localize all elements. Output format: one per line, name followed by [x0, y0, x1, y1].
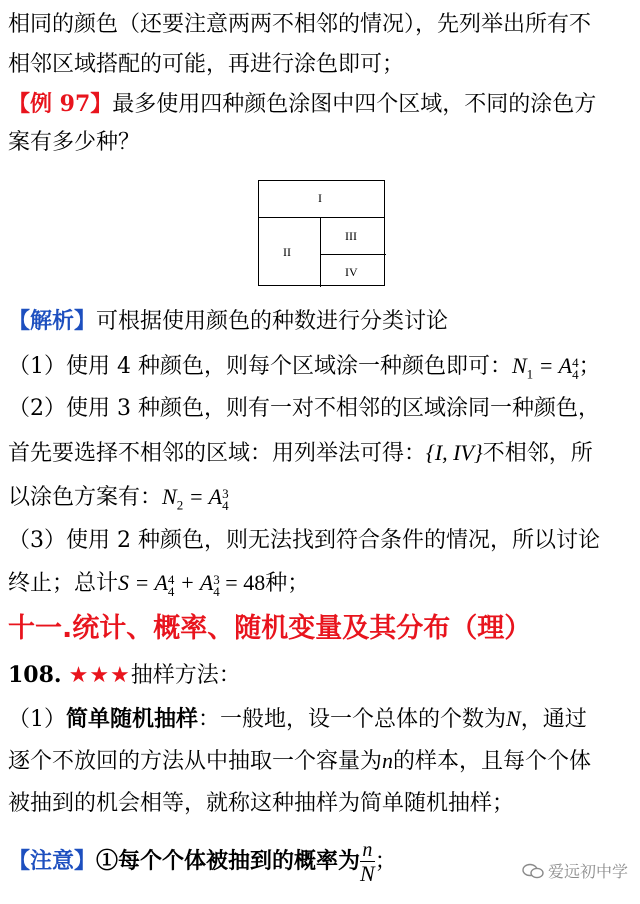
case-2c-math: N [162, 484, 177, 509]
item-108-line [8, 660, 632, 691]
sampling-line-3: 被抽到的机会相等，就称这种抽样为简单随机抽样； [8, 791, 515, 816]
case-2b-end: 不相邻，所 [482, 441, 593, 466]
region-label-2: II [283, 245, 291, 259]
case-1-end: ； [578, 354, 601, 379]
note-fraction [360, 839, 375, 886]
sampling-N: N [506, 706, 521, 731]
note-end: ； [374, 849, 397, 874]
case-3b-line [8, 568, 632, 599]
case-3b-math: S = A [118, 570, 168, 595]
case-2c-line [8, 482, 632, 513]
example-line-2: 案有多少种？ [8, 130, 141, 155]
case-3-line: （3）使用 2 种颜色，则无法找到符合条件的情况，所以讨论 [8, 528, 600, 553]
case-2c-eq: = A [183, 484, 223, 509]
region-label-1: I [318, 191, 322, 205]
sampling-line-2 [8, 746, 632, 777]
case-3b-supsub-1: 4 4 [167, 572, 175, 599]
case-3b-text: 终止；总计 [8, 571, 119, 596]
case-1-text: （1）使用 4 种颜色，则每个区域涂一种颜色即可： [8, 354, 512, 379]
case-3b-eq: = 48 [219, 570, 266, 595]
case-3b-end: 种； [265, 571, 310, 596]
region-label-4: IV [345, 265, 358, 279]
case-1-sub: 1 [526, 366, 534, 382]
text-line-2: 相邻区域搭配的可能，再进行涂色即可； [8, 52, 405, 77]
sampling-number: （1） [8, 707, 66, 732]
region-label-3: III [345, 229, 357, 243]
sampling-term: 简单随机抽样 [66, 706, 199, 732]
sampling-2-text: 逐个不放回的方法从中抽取一个容量为 [8, 749, 383, 774]
sampling-text: ：一般地，设一个总体的个数为 [198, 707, 507, 732]
note-tag: 【注意】 [8, 848, 97, 874]
case-3b-supsub-2: 3 4 [213, 572, 220, 599]
case-2c-text: 以涂色方案有： [8, 485, 163, 510]
watermark [522, 859, 628, 882]
case-1-math: N [511, 353, 527, 378]
case-2b-line [8, 438, 632, 469]
case-3b-plus: + A [174, 570, 214, 595]
text-line-1: 相同的颜色（还要注意两两不相邻的情况），先列举出所有不 [8, 12, 592, 37]
solution-tag: 【解析】 [8, 308, 97, 334]
note-text: ①每个个体被抽到的概率为 [96, 848, 361, 874]
case-2b-set: {I, IV} [426, 440, 483, 465]
fraction-denominator: N [360, 860, 375, 886]
sampling-2-n: n [382, 748, 394, 773]
example-line [8, 89, 632, 120]
case-2-line: （2）使用 3 种颜色，则有一对不相邻的区域涂同一种颜色， [8, 396, 600, 421]
solution-text: 可根据使用颜色的种数进行分类讨论 [96, 309, 449, 334]
case-1-supsub: 4 4 [572, 355, 579, 382]
star-rating-icon: ★★★ [68, 663, 131, 688]
solution-line [8, 306, 632, 337]
case-2b-text: 首先要选择不相邻的区域：用列举法可得： [8, 441, 427, 466]
case-1-eq: = A [533, 353, 573, 378]
chat-bubbles-icon [522, 863, 544, 879]
case-2c-sub: 2 [176, 497, 184, 513]
watermark-text: 爱远初中学 [547, 862, 628, 881]
sampling-2-end: 的样本，且每个个体 [393, 749, 592, 774]
example-tag: 【例 97】 [8, 91, 113, 117]
section-heading: 十一.统计、概率、随机变量及其分布（理） [8, 613, 532, 644]
region-diagram [258, 180, 385, 286]
example-text: 最多使用四种颜色涂图中四个区域，不同的涂色方 [112, 92, 597, 117]
fraction-numerator: n [360, 839, 375, 862]
case-1-line [8, 351, 632, 382]
case-2c-supsub: 3 4 [222, 486, 229, 513]
item-title: 抽样方法： [130, 663, 241, 688]
item-number: 108. [8, 662, 62, 688]
sampling-line-1 [8, 704, 632, 735]
sampling-end: ，通过 [520, 707, 587, 732]
